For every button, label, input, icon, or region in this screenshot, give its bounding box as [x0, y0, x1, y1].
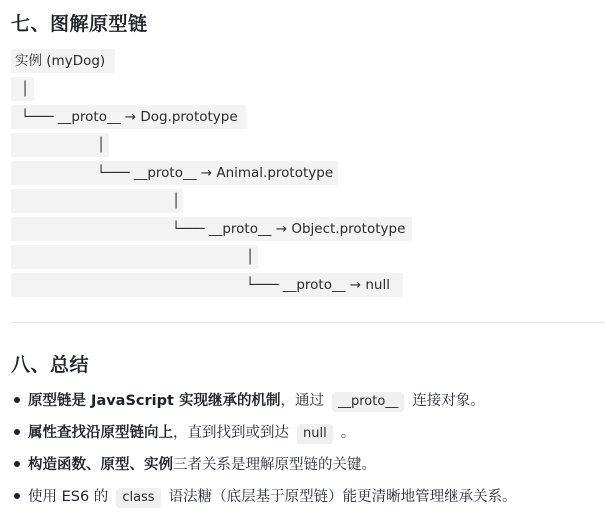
bullet-icon: [14, 397, 20, 403]
diagram-link-text: __proto__ → Dog.prototype: [57, 109, 238, 125]
diagram-link-text: __proto__ → Object.prototype: [208, 221, 406, 237]
diagram-connector: │: [21, 81, 30, 97]
diagram-link-text: __proto__ → Animal.prototype: [133, 165, 334, 181]
bullet-icon: [14, 493, 20, 499]
diagram-line: [11, 273, 403, 297]
bold-text: 属性查找沿原型链向上: [28, 425, 173, 441]
diagram-line: [11, 217, 412, 241]
diagram-line: [11, 77, 34, 101]
diagram-connector: └───: [97, 165, 134, 181]
diagram-line: [11, 189, 183, 213]
inline-code: null: [297, 424, 333, 444]
diagram-connector: │: [172, 193, 181, 209]
diagram-link-text: __proto__ → null: [282, 277, 390, 293]
diagram-connector: └───: [172, 221, 209, 237]
diagram-connector: │: [246, 249, 255, 265]
bold-text: 原型链是 JavaScript 实现继承的机制: [28, 393, 281, 409]
list-item: [11, 389, 485, 413]
list-item: [11, 453, 376, 477]
list-item: [11, 485, 517, 509]
diagram-line: [11, 161, 338, 185]
diagram-line: 实例 (myDog): [11, 49, 115, 73]
item-text: 三者关系是理解原型链的关键。: [173, 457, 376, 473]
bullet-icon: [14, 461, 20, 467]
diagram-connector: │: [97, 137, 106, 153]
list-item: [11, 421, 355, 445]
item-text: ，直到找到或到达: [173, 425, 289, 441]
diagram-line: [11, 133, 109, 157]
diagram-connector: └───: [21, 109, 58, 125]
item-text: ，通过: [280, 393, 324, 409]
item-text: 。: [340, 425, 356, 441]
section-heading-diagram: 七、图解原型链: [11, 13, 148, 35]
horizontal-divider: [11, 322, 605, 323]
inline-code: class: [116, 488, 160, 508]
diagram-line: [11, 105, 246, 129]
item-text: 使用 ES6 的: [28, 489, 109, 505]
item-text: 语法糖（底层基于原型链）能更清晰地管理继承关系。: [168, 489, 517, 505]
bullet-icon: [14, 429, 20, 435]
diagram-connector: └───: [246, 277, 283, 293]
inline-code: __proto__: [332, 392, 404, 412]
section-heading-summary: 八、总结: [11, 354, 90, 376]
bold-text: 构造函数、原型、实例: [28, 457, 173, 473]
item-text: 连接对象。: [412, 393, 485, 409]
diagram-line: [11, 245, 258, 269]
